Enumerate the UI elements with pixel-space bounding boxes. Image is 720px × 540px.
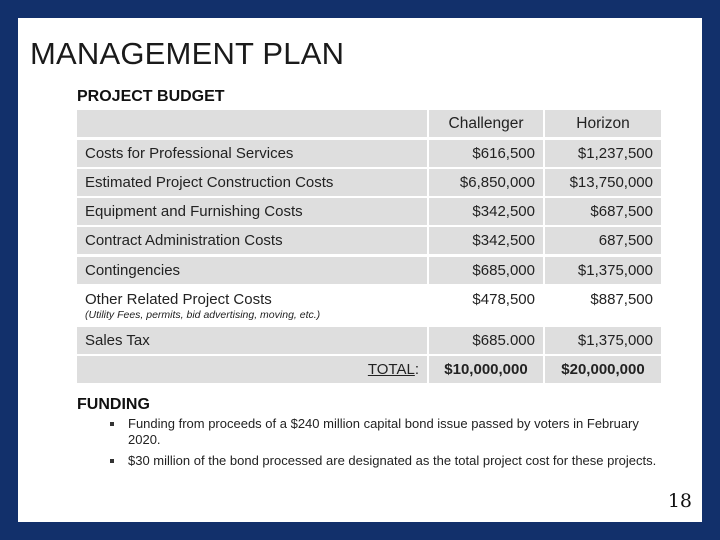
horizon-value: $887,500: [590, 291, 653, 308]
total-word: TOTAL: [367, 361, 415, 378]
challenger-value: $616,500: [429, 140, 543, 167]
bullet-text: Funding from proceeds of a $240 million capital bond issue passed by voters in February 2020.: [128, 416, 639, 447]
page-number: 18: [667, 490, 692, 512]
table-row: [77, 169, 661, 196]
horizon-value: $1,237,500: [545, 140, 661, 167]
row-label: Sales Tax: [77, 327, 427, 354]
challenger-value: $685,000: [429, 257, 543, 284]
table-row: [77, 227, 661, 254]
slide: [18, 18, 702, 522]
horizon-value: $687,500: [545, 198, 661, 225]
total-label: [77, 356, 427, 383]
bullet-icon: [110, 459, 114, 463]
row-label: Equipment and Furnishing Costs: [77, 198, 427, 225]
horizon-value: $1,375,000: [545, 257, 661, 284]
row-label-text: Other Related Project Costs: [85, 291, 272, 308]
row-label: Contract Administration Costs: [77, 227, 427, 254]
budget-heading: PROJECT BUDGET: [77, 88, 225, 105]
list-item: [110, 416, 670, 448]
table-row: [77, 327, 661, 354]
slide-title: MANAGEMENT PLAN: [30, 36, 345, 71]
horizon-value: $1,375,000: [545, 327, 661, 354]
column-header-horizon: Horizon: [545, 110, 661, 137]
challenger-value: $6,850,000: [429, 169, 543, 196]
row-label: Estimated Project Construction Costs: [77, 169, 427, 196]
bullet-icon: [110, 422, 114, 426]
budget-header-row: [77, 110, 661, 137]
row-label: [77, 286, 427, 326]
total-colon: :: [414, 361, 419, 378]
funding-heading: FUNDING: [77, 396, 150, 413]
total-challenger: $10,000,000: [429, 356, 543, 383]
total-row: [77, 356, 661, 383]
table-row: [77, 140, 661, 167]
row-label: Contingencies: [77, 257, 427, 284]
table-row: [77, 286, 661, 326]
bullet-text: $30 million of the bond processed are designated as the total project cost for these projects.: [128, 453, 657, 468]
row-note: (Utility Fees, permits, bid advertising, moving, etc.): [85, 309, 321, 321]
list-item: [110, 453, 670, 469]
table-row: [77, 198, 661, 225]
challenger-value: $478,500: [472, 291, 535, 308]
total-horizon: $20,000,000: [545, 356, 661, 383]
column-header-challenger: Challenger: [429, 110, 543, 137]
table-row: [77, 257, 661, 284]
challenger-value: $342,500: [429, 227, 543, 254]
challenger-value: $342,500: [429, 198, 543, 225]
horizon-value: $13,750,000: [545, 169, 661, 196]
horizon-value: 687,500: [545, 227, 661, 254]
row-label: Costs for Professional Services: [77, 140, 427, 167]
challenger-value: $685.000: [429, 327, 543, 354]
header-blank-cell: [77, 110, 427, 137]
funding-bullet-list: [110, 416, 670, 474]
